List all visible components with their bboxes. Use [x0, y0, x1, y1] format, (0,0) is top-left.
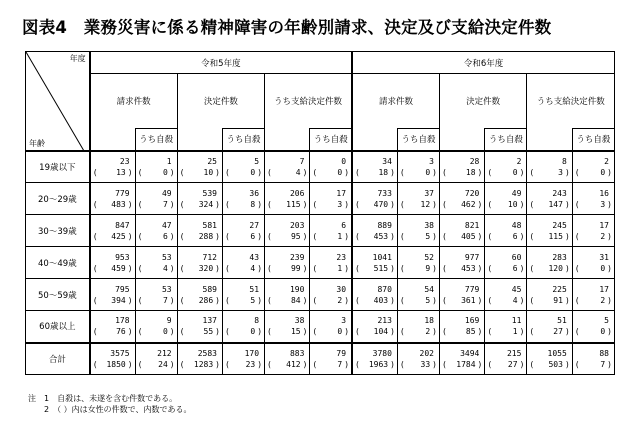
data-cell: 43 ( 4 )	[222, 247, 264, 279]
count-women: 462	[461, 199, 476, 209]
data-cell: 30 ( 2 )	[310, 279, 352, 311]
count-women: 85	[465, 327, 476, 337]
data-cell: 953 ( 459 )	[90, 247, 135, 279]
data-cell: 5 ( 0 )	[222, 151, 264, 183]
corner-cell	[26, 52, 90, 151]
data-cell: 3575 ( 1850 )	[90, 343, 135, 375]
subheader-total-blank	[90, 129, 135, 151]
count-total: 2	[516, 156, 522, 166]
count-women: 3	[337, 199, 343, 209]
count-total: 870	[377, 284, 392, 294]
count-total: 7	[299, 156, 305, 166]
count-total: 720	[464, 188, 480, 198]
group-header-approved-r6: うち支給決定件数	[527, 74, 615, 129]
data-cell: 60 ( 6 )	[485, 247, 527, 279]
count-women: 0	[425, 167, 431, 177]
count-total: 17	[599, 284, 609, 294]
data-cell: 215 ( 27 )	[485, 343, 527, 375]
data-cell: 225 ( 91 )	[527, 279, 572, 311]
data-cell: 47 ( 6 )	[135, 215, 177, 247]
data-cell: 190 ( 84 )	[265, 279, 310, 311]
count-total: 779	[115, 188, 130, 198]
count-women: 1	[337, 231, 343, 241]
data-cell: 53 ( 4 )	[135, 247, 177, 279]
count-women: 2	[600, 295, 606, 305]
data-cell: 2 ( 0 )	[572, 151, 614, 183]
count-total: 25	[207, 156, 217, 166]
count-total: 847	[115, 220, 130, 230]
data-cell: 48 ( 6 )	[485, 215, 527, 247]
group-header-claims-r6: 請求件数	[352, 74, 439, 129]
count-total: 1055	[547, 348, 567, 358]
count-women: 9	[425, 263, 431, 273]
corner-age-label: 年齢	[29, 138, 45, 148]
data-cell: 7 ( 4 )	[265, 151, 310, 183]
data-cell: 36 ( 8 )	[222, 183, 264, 215]
count-total: 17	[336, 188, 347, 198]
age-label: 50～59歳	[26, 279, 90, 311]
count-women: 453	[373, 231, 389, 241]
count-women: 515	[373, 263, 389, 273]
count-total: 977	[464, 252, 480, 262]
data-cell: 581 ( 288 )	[177, 215, 222, 247]
count-total: 23	[336, 252, 347, 262]
data-cell: 79 ( 7 )	[310, 343, 352, 375]
table-row	[26, 247, 615, 279]
count-women: 115	[286, 199, 301, 209]
count-total: 202	[419, 348, 434, 358]
count-total: 245	[552, 220, 567, 230]
data-cell: 3 ( 0 )	[310, 311, 352, 343]
subheader-total-blank	[439, 129, 484, 151]
subheader-total-blank	[265, 129, 310, 151]
table-row	[26, 183, 615, 215]
count-women: 1	[337, 263, 343, 273]
data-cell: 31 ( 0 )	[572, 247, 614, 279]
table-row	[26, 215, 615, 247]
count-women: 6	[512, 231, 518, 241]
count-women: 503	[548, 359, 563, 369]
data-cell: 239 ( 99 )	[265, 247, 310, 279]
subheader-total-blank	[352, 129, 397, 151]
count-total: 3	[429, 156, 434, 166]
count-total: 137	[202, 316, 217, 326]
count-women: 5	[425, 231, 431, 241]
count-total: 16	[599, 188, 609, 198]
count-total: 215	[506, 348, 522, 358]
data-cell: 213 ( 104 )	[352, 311, 397, 343]
count-women: 0	[162, 167, 168, 177]
count-women: 13	[116, 167, 126, 177]
count-total: 48	[511, 220, 522, 230]
count-total: 5	[604, 316, 609, 326]
data-cell: 212 ( 24 )	[135, 343, 177, 375]
count-total: 30	[336, 284, 347, 294]
count-women: 23	[245, 359, 256, 369]
data-cell: 54 ( 5 )	[397, 279, 439, 311]
data-cell: 52 ( 9 )	[397, 247, 439, 279]
count-women: 0	[337, 167, 343, 177]
data-cell: 38 ( 15 )	[265, 311, 310, 343]
count-women: 286	[198, 295, 214, 305]
data-cell: 51 ( 5 )	[222, 279, 264, 311]
count-women: 361	[461, 295, 476, 305]
count-total: 51	[557, 316, 567, 326]
count-total: 283	[552, 252, 567, 262]
count-women: 470	[373, 199, 389, 209]
count-women: 84	[290, 295, 301, 305]
count-women: 0	[512, 167, 518, 177]
count-women: 55	[203, 327, 214, 337]
count-total: 178	[115, 316, 130, 326]
count-women: 10	[507, 199, 518, 209]
data-cell: 712 ( 320 )	[177, 247, 222, 279]
data-cell: 3 ( 0 )	[397, 151, 439, 183]
count-total: 60	[511, 252, 522, 262]
count-total: 38	[294, 316, 305, 326]
data-cell: 18 ( 2 )	[397, 311, 439, 343]
count-women: 104	[373, 327, 389, 337]
data-cell: 2583 ( 1283 )	[177, 343, 222, 375]
count-total: 712	[202, 252, 217, 262]
count-total: 23	[119, 156, 130, 166]
subheader-suicide: うち自殺	[135, 129, 177, 151]
data-cell: 821 ( 405 )	[439, 215, 484, 247]
data-cell: 51 ( 27 )	[527, 311, 572, 343]
year-header-r6: 令和6年度	[352, 52, 614, 74]
count-total: 54	[424, 284, 434, 294]
data-cell: 88 ( 7 )	[572, 343, 614, 375]
count-total: 795	[115, 284, 130, 294]
count-total: 28	[469, 156, 480, 166]
subheader-suicide: うち自殺	[222, 129, 264, 151]
count-women: 115	[548, 231, 563, 241]
count-women: 5	[425, 295, 431, 305]
count-total: 18	[424, 316, 434, 326]
data-cell: 23 ( 1 )	[310, 247, 352, 279]
count-women: 91	[553, 295, 563, 305]
data-cell: 779 ( 483 )	[90, 183, 135, 215]
subheader-suicide: うち自殺	[572, 129, 614, 151]
data-cell: 34 ( 18 )	[352, 151, 397, 183]
count-total: 3575	[110, 348, 130, 358]
count-total: 225	[552, 284, 567, 294]
subheader-total-blank	[527, 129, 572, 151]
count-total: 883	[289, 348, 305, 358]
data-cell: 9 ( 0 )	[135, 311, 177, 343]
count-women: 6	[512, 263, 518, 273]
count-total: 6	[341, 220, 347, 230]
count-total: 17	[599, 220, 609, 230]
data-cell: 977 ( 453 )	[439, 247, 484, 279]
age-label: 19歳以下	[26, 151, 90, 183]
count-women: 15	[290, 327, 301, 337]
count-total: 36	[249, 188, 260, 198]
count-total: 53	[161, 284, 172, 294]
count-women: 2	[600, 231, 606, 241]
count-women: 6	[250, 231, 256, 241]
count-women: 288	[198, 231, 214, 241]
data-cell: 733 ( 470 )	[352, 183, 397, 215]
data-cell: 137 ( 55 )	[177, 311, 222, 343]
data-cell: 17 ( 3 )	[310, 183, 352, 215]
count-total: 2583	[197, 348, 217, 358]
count-total: 889	[377, 220, 392, 230]
count-women: 0	[162, 327, 168, 337]
count-women: 1	[512, 327, 518, 337]
count-women: 320	[198, 263, 214, 273]
corner-diagonal	[26, 52, 84, 151]
group-header-decisions-r5: 決定件数	[177, 74, 264, 129]
count-women: 27	[507, 359, 518, 369]
data-cell: 243 ( 147 )	[527, 183, 572, 215]
count-total: 88	[599, 348, 609, 358]
subheader-total-blank	[177, 129, 222, 151]
count-total: 5	[254, 156, 260, 166]
count-women: 18	[465, 167, 476, 177]
data-cell: 883 ( 412 )	[265, 343, 310, 375]
data-cell: 178 ( 76 )	[90, 311, 135, 343]
count-total: 203	[289, 220, 305, 230]
data-cell: 3494 ( 1784 )	[439, 343, 484, 375]
count-total: 190	[289, 284, 305, 294]
page-title: 図表4 業務災害に係る精神障害の年齢別請求、決定及び支給決定件数	[22, 18, 552, 37]
data-cell: 283 ( 120 )	[527, 247, 572, 279]
count-total: 1041	[372, 252, 392, 262]
count-women: 0	[250, 167, 256, 177]
count-women: 324	[198, 199, 214, 209]
age-label: 20～29歳	[26, 183, 90, 215]
data-cell: 28 ( 18 )	[439, 151, 484, 183]
count-total: 212	[157, 348, 172, 358]
count-women: 1283	[193, 359, 214, 369]
data-cell: 203 ( 95 )	[265, 215, 310, 247]
count-women: 12	[420, 199, 431, 209]
count-total: 79	[336, 348, 347, 358]
count-women: 2	[337, 295, 343, 305]
subheader-suicide: うち自殺	[397, 129, 439, 151]
count-women: 0	[600, 167, 606, 177]
age-label: 60歳以上	[26, 311, 90, 343]
count-women: 24	[158, 359, 168, 369]
count-women: 7	[337, 359, 343, 369]
count-women: 459	[111, 263, 126, 273]
count-total: 170	[244, 348, 260, 358]
age-label: 30～39歳	[26, 215, 90, 247]
year-header-r5: 令和5年度	[90, 52, 352, 74]
table-row	[26, 151, 615, 183]
count-women: 0	[600, 263, 606, 273]
count-women: 0	[250, 327, 256, 337]
subheader-suicide: うち自殺	[310, 129, 352, 151]
count-total: 0	[341, 156, 347, 166]
data-cell: 27 ( 6 )	[222, 215, 264, 247]
data-cell: 5 ( 0 )	[572, 311, 614, 343]
data-cell: 8 ( 0 )	[222, 311, 264, 343]
count-women: 7	[162, 295, 168, 305]
group-header-decisions-r6: 決定件数	[439, 74, 526, 129]
count-women: 147	[548, 199, 563, 209]
data-cell: 539 ( 324 )	[177, 183, 222, 215]
data-cell: 8 ( 3 )	[527, 151, 572, 183]
data-cell: 0 ( 0 )	[310, 151, 352, 183]
count-women: 99	[290, 263, 301, 273]
table-row	[26, 279, 615, 311]
count-women: 6	[162, 231, 168, 241]
data-cell: 779 ( 361 )	[439, 279, 484, 311]
count-total: 2	[604, 156, 609, 166]
data-cell: 23 ( 13 )	[90, 151, 135, 183]
subheader-suicide: うち自殺	[485, 129, 527, 151]
count-women: 95	[290, 231, 301, 241]
count-women: 0	[337, 327, 343, 337]
data-cell: 17 ( 2 )	[572, 215, 614, 247]
count-total: 213	[377, 316, 392, 326]
count-women: 27	[553, 327, 563, 337]
data-cell: 870 ( 403 )	[352, 279, 397, 311]
count-women: 453	[461, 263, 476, 273]
count-total: 38	[424, 220, 434, 230]
data-cell: 2 ( 0 )	[485, 151, 527, 183]
count-women: 7	[162, 199, 168, 209]
age-label: 合計	[26, 343, 90, 375]
count-total: 8	[561, 156, 567, 166]
data-cell: 1055 ( 503 )	[527, 343, 572, 375]
data-cell: 889 ( 453 )	[352, 215, 397, 247]
count-total: 779	[464, 284, 480, 294]
stats-table	[25, 51, 615, 375]
group-header-approved-r5: うち支給決定件数	[265, 74, 353, 129]
data-cell: 3780 ( 1963 )	[352, 343, 397, 375]
count-women: 425	[111, 231, 126, 241]
count-total: 49	[511, 188, 522, 198]
data-cell: 25 ( 10 )	[177, 151, 222, 183]
count-total: 3	[341, 316, 347, 326]
count-total: 49	[161, 188, 172, 198]
count-total: 8	[254, 316, 260, 326]
count-total: 11	[511, 316, 522, 326]
count-women: 2	[425, 327, 431, 337]
data-cell: 1 ( 0 )	[135, 151, 177, 183]
data-cell: 38 ( 5 )	[397, 215, 439, 247]
footnote-1: 注 1 自殺は、未遂を含む件数である。	[28, 394, 178, 403]
count-total: 3494	[460, 348, 480, 358]
count-total: 733	[377, 188, 392, 198]
count-women: 76	[116, 327, 126, 337]
count-total: 953	[115, 252, 130, 262]
count-women: 8	[250, 199, 256, 209]
count-total: 27	[249, 220, 260, 230]
count-women: 394	[111, 295, 126, 305]
data-cell: 202 ( 33 )	[397, 343, 439, 375]
data-cell: 49 ( 7 )	[135, 183, 177, 215]
count-total: 43	[249, 252, 260, 262]
count-total: 581	[202, 220, 217, 230]
data-cell: 6 ( 1 )	[310, 215, 352, 247]
data-cell: 45 ( 4 )	[485, 279, 527, 311]
count-women: 5	[250, 295, 256, 305]
count-total: 169	[464, 316, 480, 326]
data-cell: 795 ( 394 )	[90, 279, 135, 311]
count-total: 45	[511, 284, 522, 294]
count-women: 120	[548, 263, 563, 273]
count-women: 1784	[456, 359, 476, 369]
count-total: 3780	[372, 348, 392, 358]
data-cell: 589 ( 286 )	[177, 279, 222, 311]
count-total: 239	[289, 252, 305, 262]
count-total: 47	[161, 220, 172, 230]
count-total: 34	[382, 156, 392, 166]
data-cell: 16 ( 3 )	[572, 183, 614, 215]
count-total: 206	[289, 188, 305, 198]
corner-year-label: 年度	[69, 54, 86, 63]
group-header-claims-r5: 請求件数	[90, 74, 177, 129]
footnote-2: 2 （ ）内は女性の件数で、内数である。	[28, 405, 192, 414]
data-cell: 11 ( 1 )	[485, 311, 527, 343]
count-women: 1963	[368, 359, 389, 369]
data-cell: 245 ( 115 )	[527, 215, 572, 247]
table-row	[26, 311, 615, 343]
count-women: 33	[420, 359, 431, 369]
count-women: 3	[558, 167, 563, 177]
count-total: 1	[166, 156, 172, 166]
count-women: 4	[250, 263, 256, 273]
data-cell: 49 ( 10 )	[485, 183, 527, 215]
age-label: 40～49歳	[26, 247, 90, 279]
count-women: 18	[378, 167, 389, 177]
data-cell: 170 ( 23 )	[222, 343, 264, 375]
count-women: 483	[111, 199, 126, 209]
count-women: 1850	[106, 359, 126, 369]
count-total: 821	[464, 220, 480, 230]
count-women: 3	[600, 199, 606, 209]
count-total: 9	[166, 316, 172, 326]
count-total: 53	[161, 252, 172, 262]
count-women: 4	[295, 167, 301, 177]
data-cell: 1041 ( 515 )	[352, 247, 397, 279]
data-cell: 37 ( 12 )	[397, 183, 439, 215]
table-row	[26, 343, 615, 375]
count-total: 51	[249, 284, 260, 294]
count-women: 10	[203, 167, 214, 177]
data-cell: 720 ( 462 )	[439, 183, 484, 215]
footnotes	[28, 393, 191, 415]
count-women: 4	[162, 263, 168, 273]
data-cell: 847 ( 425 )	[90, 215, 135, 247]
count-women: 405	[461, 231, 476, 241]
count-women: 412	[286, 359, 301, 369]
count-women: 0	[600, 327, 606, 337]
count-total: 52	[424, 252, 434, 262]
data-cell: 53 ( 7 )	[135, 279, 177, 311]
data-cell: 17 ( 2 )	[572, 279, 614, 311]
count-total: 589	[202, 284, 217, 294]
count-women: 7	[600, 359, 606, 369]
data-cell: 169 ( 85 )	[439, 311, 484, 343]
count-women: 403	[373, 295, 389, 305]
count-total: 37	[424, 188, 434, 198]
count-total: 243	[552, 188, 567, 198]
data-cell: 206 ( 115 )	[265, 183, 310, 215]
count-total: 31	[599, 252, 609, 262]
count-women: 4	[512, 295, 518, 305]
count-total: 539	[202, 188, 217, 198]
